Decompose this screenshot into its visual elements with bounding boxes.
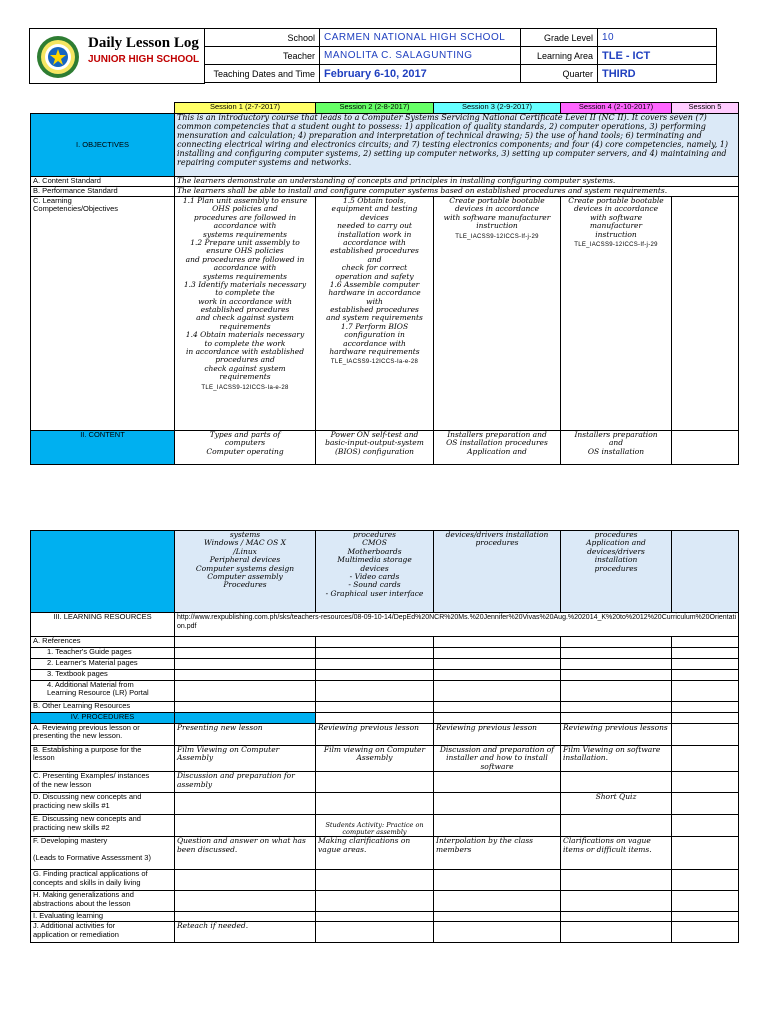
teachers-guide-label: 1. Teacher's Guide pages [31,648,175,659]
procedure-s5 [672,870,739,891]
procedure-row [31,815,739,837]
text-line: procedures are followed in [193,212,297,222]
text-line: Multimedia storage [337,555,412,565]
procedure-label-line: concepts and skills in daily living [33,877,141,887]
procedure-s4 [561,912,672,922]
procedure-row [31,837,739,870]
procedure-s2: Reviewing previous lesson [316,724,434,746]
quarter-label: Quarter [521,65,598,83]
procedure-label [31,815,175,837]
content-standard-text: The learners demonstrate an understanding of concepts and principles in installing configuring computer systems. [175,177,739,187]
text-line: Create portable bootable [568,196,664,205]
competencies-label [31,197,175,431]
text-line: established procedures [330,305,419,315]
procedure-label [31,922,175,943]
text-line: 1.2 Prepare unit assembly to [190,237,300,247]
procedure-label-line: G. Finding practical applications of [33,869,148,879]
procedure-label-line: A. Reviewing previous lesson or [33,723,140,732]
text-line: configuration in [344,330,405,340]
text-line: Installers preparation and [447,430,547,439]
procedure-s1 [175,912,316,922]
procedure-s5 [672,815,739,837]
text-line: accordance with [213,263,277,273]
procedure-row [31,772,739,793]
references-label: A. References [31,637,175,648]
procedure-label [31,772,175,793]
procedure-s1: Film Viewing on Computer Assembly [175,746,316,772]
procedure-s4: Film Viewing on software installation. [561,746,672,772]
text-line: to complete the [215,288,275,298]
additional-material-line-2: Learning Resource (LR) Portal [47,688,149,698]
performance-standard-text: The learners shall be able to install and configure computer systems based on established procedures and system requirements. [175,187,739,197]
content-label: II. CONTENT [31,431,175,465]
procedure-s5 [672,912,739,922]
text-line: established procedures [200,305,290,315]
content-session-3-bottom [434,531,561,613]
text-line: procedures [594,563,638,573]
header [29,28,737,84]
procedure-s4 [561,772,672,793]
procedure-row [31,891,739,912]
text-line: procedures and [215,355,275,365]
procedure-s5 [672,772,739,793]
learning-area-value: TLE - ICT [598,47,717,65]
text-line: instruction [595,229,637,239]
text-line: Installers preparation [574,430,658,439]
procedure-label-line: practicing new skills #1 [33,800,110,810]
additional-material-line-1: 4. Additional Material from [47,680,134,689]
content-session-5-bottom [672,531,739,613]
competencies-session-4 [561,197,672,431]
procedure-s4 [561,891,672,912]
content-session-2-bottom [316,531,434,613]
procedure-label-line: D. Discussing new concepts and [33,792,142,802]
procedure-label [31,891,175,912]
text-line: ensure OHS policies [206,246,284,256]
grade-level-label: Grade Level [521,29,598,47]
text-line: operation and safety [335,271,414,281]
competencies-session-3 [434,197,561,431]
procedure-s1 [175,793,316,815]
textbook-pages-label: 3. Textbook pages [31,670,175,681]
competency-code: TLE_IACSS9-12ICCS-Ia-e-28 [330,359,419,366]
text-line: computers [224,438,266,448]
procedure-s5 [672,724,739,746]
procedures-rows [31,724,739,943]
procedure-s4 [561,870,672,891]
text-line: manufacturer [589,221,643,231]
teacher-value: MANOLITA C. SALAGUNTING [320,47,521,65]
title-block [29,28,205,84]
content-session-3-top [434,431,561,465]
objectives-text: This is an introductory course that leads to a Computer Systems Servicing National Certificate Level II (NC II). It covers seven (7) common competencies that a student ought to possess: 1) application of quality standards, 2) computer operations, 3) performing mensuration and calculation; 4) preparation and interpretation of technical drawing; 5) the use of hand tools; 6) terminating and connecting electrical wiring and electronics circuits; and 7) testing electronics components; and four (4) core competencies, namely, 1) installing and configuring computer systems, 2) setting up computer networks, 3) setting up computer servers, and 4) maintaining and repairing computer systems and networks. [175,114,739,177]
procedure-label-line: presenting the new lesson. [33,731,123,741]
text-line: - Graphical user interface [325,588,424,598]
text-line: needed to carry out [337,221,412,231]
procedure-s2 [316,870,434,891]
procedure-s4: Reviewing previous lessons [561,724,672,746]
procedure-label [31,837,175,870]
procedure-label [31,746,175,772]
text-line: Motherboards [347,546,402,556]
procedure-s3 [434,772,561,793]
procedure-label-line: F. Developing mastery [33,836,108,846]
text-line: systems [229,530,261,539]
text-line: Power ON self-test and [330,430,419,439]
session-2-header: Session 2 (2-8-2017) [316,103,434,114]
procedure-s3 [434,891,561,912]
header-info-table [204,28,717,83]
text-line: with software manufacturer [443,212,551,222]
procedure-s3 [434,870,561,891]
text-line: OS installation [587,446,645,456]
procedure-row [31,912,739,922]
learning-resources-link[interactable]: http://www.rexpublishing.com.ph/sks/teachers-resources/08-09-10-14/DepEd%20NCR%20Ms.%20Jennifer%20Vivas%20Aug.%202014_K%20to%2012%20Curriculum%20Orientation.pdf [175,613,739,637]
text-line: requirements [219,321,271,331]
text-line: devices in accordance [573,204,659,214]
procedure-label [31,724,175,746]
text-line: systems requirements [202,271,288,281]
text-line: devices [360,563,389,573]
competency-code: TLE_IACSS9-12ICCS-Ia-e-28 [201,384,289,391]
competencies-session-1 [175,197,316,431]
text-line: instruction [476,221,518,231]
text-line: devices [360,212,389,222]
procedure-label-line: abstractions about the lesson [33,898,131,908]
lesson-table-page-2 [30,530,739,943]
lesson-table-page-1 [30,102,739,465]
procedure-s4: Clarifications on vague items or difficult items. [561,837,672,870]
procedure-s5 [672,837,739,870]
session-5-header: Session 5 [672,103,739,114]
text-line: and [367,254,382,264]
text-line: CMOS [362,538,387,548]
dates-label: Teaching Dates and Time [205,65,320,83]
text-line: Computer assembly [207,571,283,581]
text-line: OHS policies and [212,204,278,214]
procedure-s2 [316,922,434,943]
content-session-1-top [175,431,316,465]
text-line: established procedures [330,246,419,256]
text-line: Procedures [223,580,267,590]
procedure-s2 [316,772,434,793]
performance-standard-label: B. Performance Standard [31,187,175,197]
content-label-continued [31,531,175,613]
procedure-s1 [175,891,316,912]
procedure-label [31,870,175,891]
competency-code: TLE_IACSS9-12ICCS-If-j-29 [574,241,658,248]
procedure-label-line: lesson [33,753,55,763]
text-line: 1.1 Plan unit assembly to ensure [182,196,308,205]
text-line: Peripheral devices [209,555,281,565]
text-line: hardware in accordance [328,288,421,298]
procedure-s3: Interpolation by the class members [434,837,561,870]
text-line: 1.7 Perform BIOS [340,321,409,331]
session-3-header: Session 3 (2-9-2017) [434,103,561,114]
content-session-1-bottom [175,531,316,613]
text-line: procedures [475,538,519,548]
procedure-s5 [672,793,739,815]
text-line: requirements [219,372,271,382]
procedure-label-line: (Leads to Formative Assessment 3) [33,852,151,862]
procedure-label-line: E. Discussing new concepts and [33,814,141,824]
procedure-s4 [561,922,672,943]
session-4-header: Session 4 (2-10-2017) [561,103,672,114]
procedure-label-line: application or remediation [33,929,119,939]
text-line: accordance with [343,237,406,247]
procedures-label: IV. PROCEDURES [31,713,175,724]
text-line: Computer systems design [195,563,295,573]
learning-area-label: Learning Area [521,47,598,65]
teacher-label: Teacher [205,47,320,65]
text-line: equipment and testing [331,204,418,214]
dates-value: February 6-10, 2017 [320,65,521,83]
other-resources-label: B. Other Learning Resources [31,702,175,713]
session-1-header: Session 1 (2-7-2017) [175,103,316,114]
procedure-s2: Making clarifications on vague areas. [316,837,434,870]
content-session-4-bottom [561,531,672,613]
competency-code: TLE_IACSS9-12ICCS-If-j-29 [455,233,539,240]
text-line: systems requirements [202,229,288,239]
procedure-row [31,746,739,772]
procedure-s3 [434,912,561,922]
text-line: Create portable bootable [449,196,545,205]
text-line: with [366,296,383,306]
procedure-s5 [672,922,739,943]
procedure-label-line: B. Establishing a purpose for the [33,745,142,754]
procedure-row [31,724,739,746]
procedure-label-line: practicing new skills #2 [33,822,110,832]
additional-material-label [31,681,175,702]
text-line: - Sound cards [348,580,401,590]
procedure-s4: Short Quiz [561,793,672,815]
procedure-s5 [672,746,739,772]
text-line: 1.3 Identify materials necessary [183,279,307,289]
objectives-label: I. OBJECTIVES [31,114,175,177]
procedure-s3 [434,815,561,837]
text-line: accordance with [213,221,277,231]
text-line: hardware requirements [329,347,420,357]
procedure-s2 [316,793,434,815]
procedure-row [31,922,739,943]
text-line: installation [594,555,638,565]
procedure-label-line: of the new lesson [33,779,92,789]
procedure-label-line: H. Making generalizations and [33,890,134,900]
text-line: check against system [204,363,286,373]
learners-material-label: 2. Learner's Material pages [31,659,175,670]
text-line: /Linux [233,546,257,556]
document-subtitle: JUNIOR HIGH SCHOOL [88,54,200,65]
grade-level-value: 10 [598,29,717,47]
text-line: in accordance with established [185,347,305,357]
procedure-s1: Reteach if needed. [175,922,316,943]
procedure-label [31,912,175,922]
text-line: OS installation procedures [446,438,548,448]
text-line: Application and [467,446,527,456]
text-line: and [608,438,624,448]
text-line: work in accordance with [198,296,292,306]
procedure-label-line: J. Additional activities for [33,921,116,931]
competencies-session-2 [316,197,434,431]
competencies-label-line-1: C. Learning [33,196,72,205]
document-title: Daily Lesson Log [88,35,199,51]
content-session-2-top [316,431,434,465]
deped-seal-logo [36,35,80,79]
text-line: Computer operating [206,446,284,456]
text-line: check for correct [341,263,408,273]
text-line: - Video cards [349,571,400,581]
text-line: Application and [586,538,646,548]
text-line: and check against system [196,313,294,323]
text-line: basic-input-output-system [325,438,424,448]
procedure-row [31,870,739,891]
procedure-s1 [175,815,316,837]
text-line: (BIOS) configuration [335,446,414,456]
procedure-s2: Film viewing on Computer Assembly [316,746,434,772]
procedure-label [31,793,175,815]
text-line: with software [589,212,643,222]
competencies-label-line-2: Competencies/Objectives [33,204,119,214]
blank-corner [31,103,175,114]
text-line: 1.5 Obtain tools, [342,196,407,205]
procedure-s3: Reviewing previous lesson [434,724,561,746]
procedure-s4 [561,815,672,837]
text-line: 1.4 Obtain materials necessary [185,330,305,340]
text-line: devices/drivers [587,546,645,556]
text-line: and procedures are followed in [185,254,305,264]
text-line: accordance with [343,338,406,348]
procedure-s1: Question and answer on what has been discussed. [175,837,316,870]
procedure-label-line: I. Evaluating learning [33,911,104,921]
text-line: installation work in [337,229,412,239]
procedure-s1 [175,870,316,891]
text-line: Types and parts of [209,430,281,439]
content-session-4-top [561,431,672,465]
procedure-s3 [434,922,561,943]
procedure-s2 [316,891,434,912]
quarter-value: THIRD [598,65,717,83]
text-line: to complete the work [204,338,286,348]
text-line: devices in accordance [454,204,540,214]
procedure-s3: Discussion and preparation of installer and how to install software [434,746,561,772]
procedure-s2: Students Activity: Practice on computer assembly [316,815,434,837]
content-session-5-top [672,431,739,465]
procedure-s1: Presenting new lesson [175,724,316,746]
text-line: Windows / MAC OS X [204,538,286,548]
text-line: procedures [594,530,638,539]
procedure-label-line: C. Presenting Examples/ instances [33,771,150,781]
procedure-s1: Discussion and preparation for assembly [175,772,316,793]
competencies-session-5 [672,197,739,431]
procedure-row [31,793,739,815]
procedure-s3 [434,793,561,815]
school-label: School [205,29,320,47]
text-line: devices/drivers installation [445,530,549,539]
text-line: 1.6 Assemble computer [329,279,420,289]
text-line: procedures [352,530,397,539]
procedure-s5 [672,891,739,912]
procedure-s2 [316,912,434,922]
school-value: CARMEN NATIONAL HIGH SCHOOL [320,29,521,47]
content-standard-label: A. Content Standard [31,177,175,187]
learning-resources-label: III. LEARNING RESOURCES [31,613,175,637]
text-line: and system requirements [326,313,423,323]
